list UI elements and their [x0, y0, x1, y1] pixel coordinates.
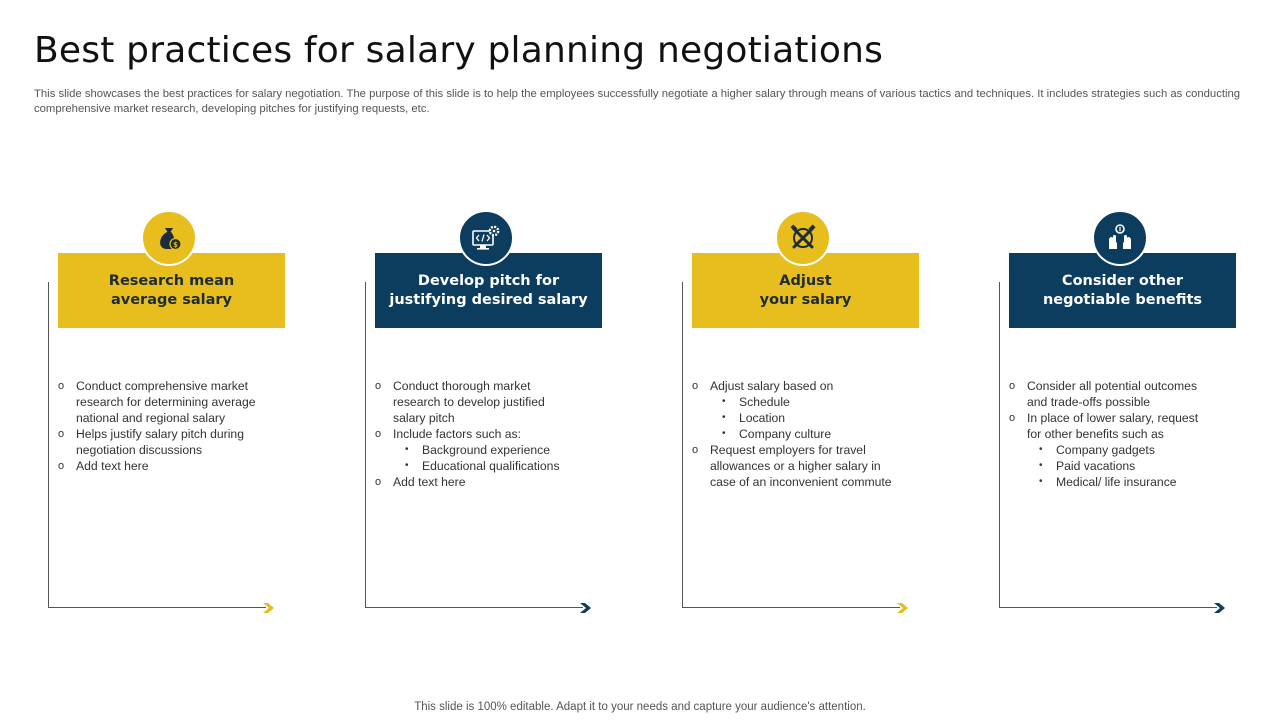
card-header: Adjust your salary: [692, 253, 919, 328]
sub-list-item: • Educational qualifications: [375, 458, 575, 474]
arrow-right-icon: [1213, 601, 1227, 615]
arrow-right-icon: [896, 601, 910, 615]
card-other-benefits: [999, 208, 1239, 618]
card-content: [1009, 378, 1209, 490]
card-header: Consider other negotiable benefits: [1009, 253, 1236, 328]
card-develop-pitch: [365, 208, 605, 618]
list-item: o Add text here: [375, 474, 575, 490]
list-item: o Include factors such as:: [375, 426, 575, 442]
card-icon-badge: [775, 210, 831, 266]
card-icon-badge: [458, 210, 514, 266]
list-item: o Conduct comprehensive market research for determining average national and regional salary: [58, 378, 258, 426]
sub-list-item: • Schedule: [692, 394, 892, 410]
sub-list-item: • Paid vacations: [1009, 458, 1209, 474]
card-research-salary: [48, 208, 288, 618]
card-adjust-salary: [682, 208, 922, 618]
card-icon-badge: [141, 210, 197, 266]
list-item: o Helps justify salary pitch during negotiation discussions: [58, 426, 258, 458]
arrow-right-icon: [579, 601, 593, 615]
list-item: o Adjust salary based on: [692, 378, 892, 394]
crossed-tools-icon: [788, 223, 818, 253]
list-item: o Conduct thorough market research to develop justified salary pitch: [375, 378, 575, 426]
slide-footer: This slide is 100% editable. Adapt it to your needs and capture your audience's attention.: [414, 701, 866, 713]
list-item: o Request employers for travel allowances or a higher salary in case of an inconvenient commute: [692, 442, 892, 490]
arrow-right-icon: [262, 601, 276, 615]
slide-subtitle: This slide showcases the best practices for salary negotiation. The purpose of this slide is to help the employees successfully negotiate a higher salary through means of various tactics and techniques. It includes strategies such as conducting comprehensive market research, developing pitches for justifying requests, etc.: [34, 88, 1241, 115]
sub-list-item: • Medical/ life insurance: [1009, 474, 1209, 490]
list-item: o In place of lower salary, request for other benefits such as: [1009, 410, 1209, 442]
computer-code-gear-icon: [470, 223, 502, 253]
list-item: o Add text here: [58, 458, 258, 474]
list-item: o Consider all potential outcomes and trade-offs possible: [1009, 378, 1209, 410]
hands-coin-icon: [1105, 223, 1135, 253]
sub-list-item: • Company gadgets: [1009, 442, 1209, 458]
card-content: [692, 378, 892, 490]
card-content: [375, 378, 575, 490]
svg-text:$: $: [173, 241, 178, 249]
slide-title: Best practices for salary planning negotiations: [34, 30, 884, 71]
sub-list-item: • Background experience: [375, 442, 575, 458]
sub-list-item: • Company culture: [692, 426, 892, 442]
card-content: [58, 378, 258, 474]
card-header: Develop pitch for justifying desired salary: [375, 253, 602, 328]
card-header: Research mean average salary: [58, 253, 285, 328]
sub-list-item: • Location: [692, 410, 892, 426]
card-icon-badge: [1092, 210, 1148, 266]
money-bag-icon: [154, 223, 184, 253]
